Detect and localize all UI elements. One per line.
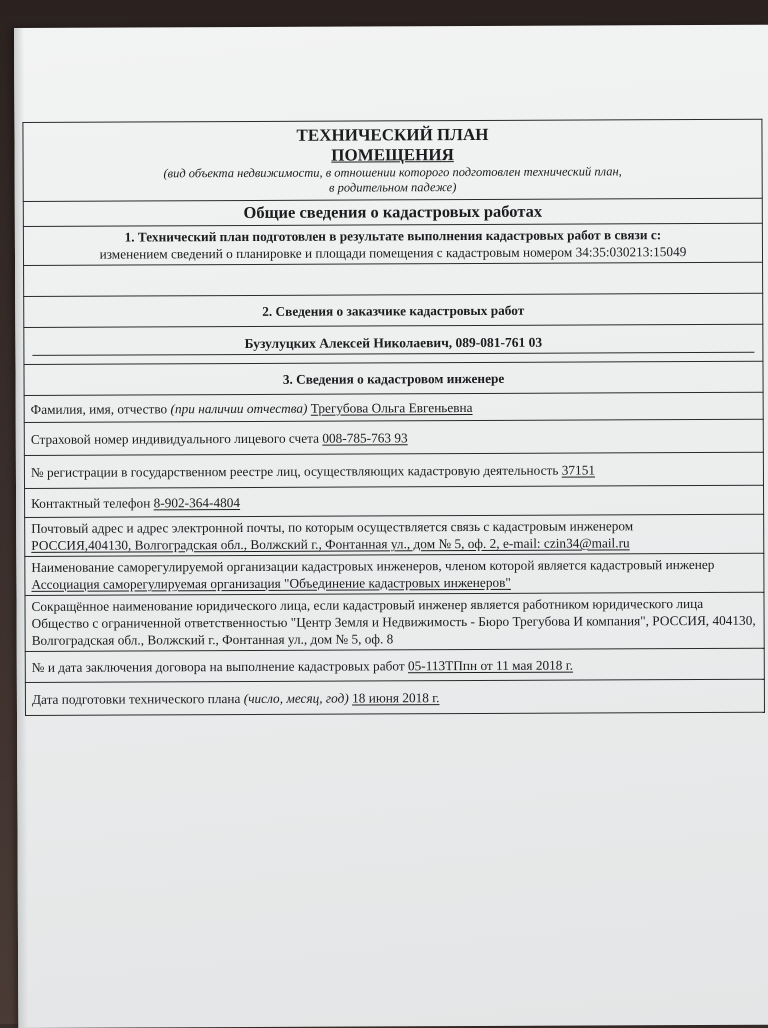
contract-label: № и дата заключения договора на выполнение кадастровых работ	[31, 657, 405, 675]
snils-value: 008-785-763 93	[322, 429, 408, 446]
customer-row	[24, 324, 763, 364]
plan-date-cell	[25, 679, 764, 715]
sro-cell	[25, 553, 764, 595]
spacer-row-1	[24, 262, 763, 296]
section1-heading: 1. Технический план подготовлен в результате выполнения кадастровых работ в связи с:	[124, 227, 662, 245]
phone-label: Контактный телефон	[31, 494, 151, 511]
registration-value: 37151	[561, 461, 596, 478]
legal-entity-cell: Сокращённое наименование юридического лица, если кадастровый инженер является работником юридического лица Общество с ограниченной ответственностью "Центр Земля и Недвижимость - Бюро Трегубова И компания", РОССИЯ, 404130, Волгоградская обл., Волжский г., Фонтанная ул., дом № 5, оф. 8	[25, 592, 764, 651]
address-value: РОССИЯ,404130, Волгоградская обл., Волжский г., Фонтанная ул., дом № 5, оф. 2, e-mail: czin34@mail.ru	[31, 535, 630, 553]
object-type-note-line1: (вид объекта недвижимости, в отношении которого подготовлен технический план,	[163, 164, 622, 181]
contract-value: 05-113ТПпн от 11 мая 2018 г.	[407, 657, 574, 673]
contract-cell	[25, 648, 764, 682]
technical-plan-table	[22, 119, 765, 716]
phone-row	[25, 485, 764, 517]
plan-date-label: Дата подготовки технического плана	[31, 690, 241, 707]
section1-cell	[23, 223, 762, 265]
section1-row	[23, 223, 762, 265]
snils-cell	[24, 419, 763, 455]
sro-value: Ассоциация саморегулируемая организация "Объединение кадастровых инженеров"	[31, 574, 511, 592]
address-cell	[25, 514, 764, 556]
section2-heading-row	[24, 293, 763, 327]
section3-heading-row	[24, 361, 763, 395]
section2-heading: 2. Сведения о заказчике кадастровых работ	[24, 293, 763, 327]
engineer-fio-hint: (при наличии отчества)	[170, 400, 308, 416]
general-heading: Общие сведения о кадастровых работах	[23, 198, 762, 226]
document-sheet	[14, 25, 768, 1028]
registration-cell	[24, 452, 763, 488]
contract-row	[25, 648, 764, 682]
document-title: ТЕХНИЧЕСКИЙ ПЛАН	[296, 124, 489, 145]
engineer-fio-row	[24, 392, 763, 422]
registration-label: № регистрации в государственном реестре лиц, осуществляющих кадастровую деятельность	[30, 462, 559, 480]
object-type: ПОМЕЩЕНИЯ	[331, 145, 454, 165]
snils-row	[24, 419, 763, 455]
general-heading-row	[23, 198, 762, 226]
plan-date-hint: (число, месяц, год)	[243, 690, 349, 706]
title-row	[23, 119, 762, 201]
snils-label: Страховой номер индивидуального лицевого счета	[30, 430, 320, 447]
phone-cell	[25, 485, 764, 517]
section3-heading: 3. Сведения о кадастровом инженере	[24, 361, 763, 395]
phone-value: 8-902-364-4804	[153, 494, 241, 510]
sro-label: Наименование саморегулируемой организации кадастровых инженеров, членом которой является кадастровый инженер	[31, 556, 715, 575]
legal-entity-row	[25, 592, 764, 651]
plan-date-row	[25, 679, 764, 715]
object-type-note-line2: в родительном падеже)	[328, 180, 457, 195]
address-row	[25, 514, 764, 556]
empty-cell	[24, 262, 763, 296]
section1-text: изменением сведений о планировке и площади помещения с кадастровым номером 34:35:030213:15049	[99, 244, 687, 262]
engineer-fio-cell	[24, 392, 763, 422]
engineer-fio-value: Трегубова Ольга Евгеньевна	[310, 399, 473, 416]
address-label: Почтовый адрес и адрес электронной почты, по которым осуществляется связь с кадастровым инженером	[31, 518, 634, 536]
customer-name: Бузулуцких Алексей Николаевич, 089-081-761 03	[32, 333, 754, 356]
engineer-fio-label: Фамилия, имя, отчество	[30, 400, 168, 417]
customer-cell	[24, 324, 763, 364]
title-cell	[23, 119, 762, 201]
registration-row	[24, 452, 763, 488]
sro-row	[25, 553, 764, 595]
plan-date-value: 18 июня 2018 г.	[352, 689, 440, 706]
